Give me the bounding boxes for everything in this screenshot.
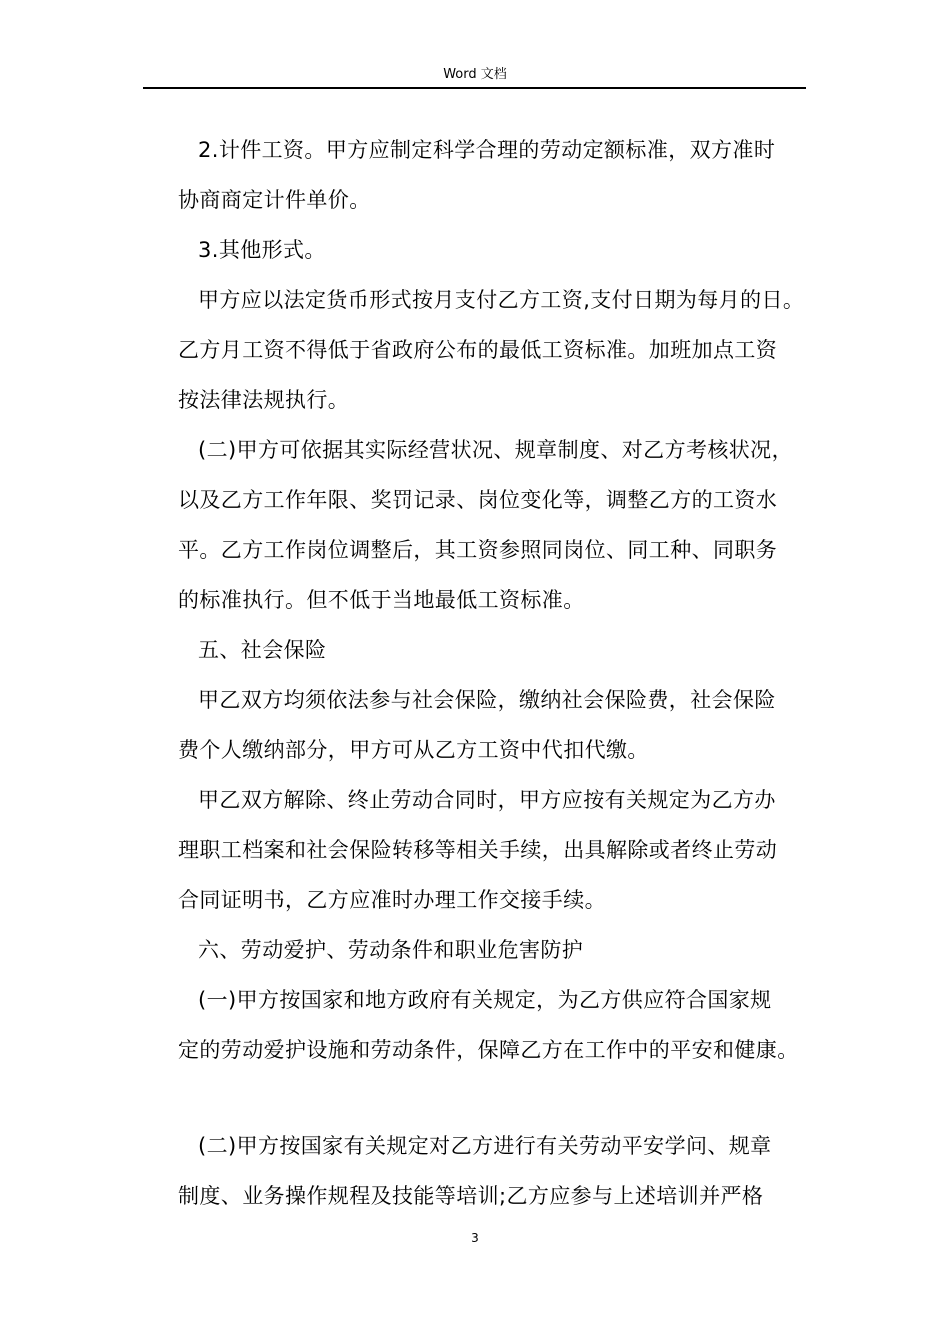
paragraph-line: 制度、业务操作规程及技能等培训;乙方应参与上述培训并严格 bbox=[178, 1184, 764, 1208]
page-number: 3 bbox=[471, 1231, 479, 1245]
section-heading: 五、社会保险 bbox=[198, 638, 327, 662]
paragraph-line: 理职工档案和社会保险转移等相关手续，出具解除或者终止劳动 bbox=[178, 838, 778, 862]
paragraph-line: 平。乙方工作岗位调整后，其工资参照同岗位、同工种、同职务 bbox=[178, 538, 778, 562]
paragraph-line: 合同证明书，乙方应准时办理工作交接手续。 bbox=[178, 888, 606, 912]
paragraph-line: 2.计件工资。甲方应制定科学合理的劳动定额标准，双方准时 bbox=[198, 138, 776, 162]
paragraph-line: 甲乙双方均须依法参与社会保险，缴纳社会保险费，社会保险 bbox=[198, 688, 776, 712]
paragraph-line: 按法律法规执行。 bbox=[178, 388, 350, 412]
paragraph-line: 甲乙双方解除、终止劳动合同时，甲方应按有关规定为乙方办 bbox=[198, 788, 776, 812]
paragraph-line: 甲方应以法定货币形式按月支付乙方工资,支付日期为每月的日。 bbox=[198, 288, 805, 312]
header-title: Word 文档 bbox=[443, 67, 507, 82]
paragraph-line: 以及乙方工作年限、奖罚记录、岗位变化等，调整乙方的工资水 bbox=[178, 488, 778, 512]
paragraph-line: 定的劳动爱护设施和劳动条件，保障乙方在工作中的平安和健康。 bbox=[178, 1038, 799, 1062]
paragraph-line: (二)甲方可依据其实际经营状况、规章制度、对乙方考核状况， bbox=[198, 438, 793, 462]
paragraph-line: 3.其他形式。 bbox=[198, 238, 326, 262]
paragraph-line: 费个人缴纳部分，甲方可从乙方工资中代扣代缴。 bbox=[178, 738, 649, 762]
paragraph-line: 乙方月工资不得低于省政府公布的最低工资标准。加班加点工资 bbox=[178, 338, 778, 362]
header-divider bbox=[143, 87, 806, 89]
section-heading: 六、劳动爱护、劳动条件和职业危害防护 bbox=[198, 938, 584, 962]
paragraph-line: 的标准执行。但不低于当地最低工资标准。 bbox=[178, 588, 585, 612]
paragraph-line: 协商商定计件单价。 bbox=[178, 188, 371, 212]
paragraph-line: (二)甲方按国家有关规定对乙方进行有关劳动平安学问、规章 bbox=[198, 1134, 772, 1158]
paragraph-line: (一)甲方按国家和地方政府有关规定，为乙方供应符合国家规 bbox=[198, 988, 772, 1012]
